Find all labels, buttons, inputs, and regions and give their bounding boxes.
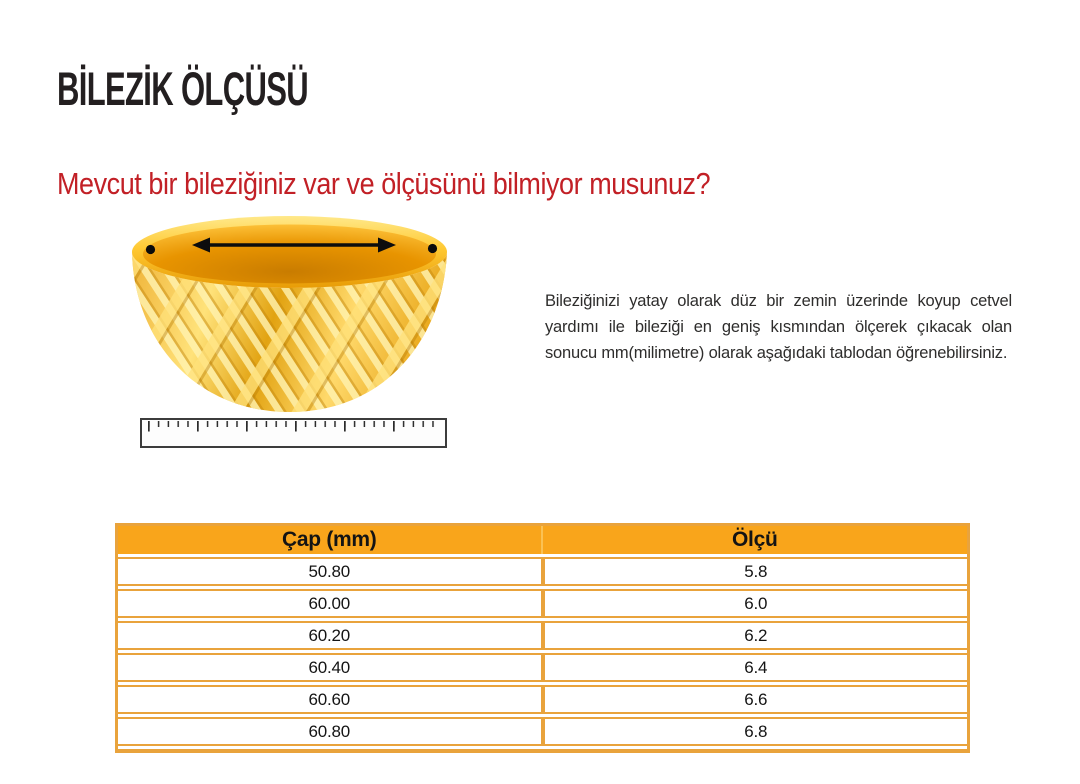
column-header-olcu: Ölçü: [543, 526, 968, 554]
cap-value: 50.80: [118, 557, 543, 586]
bangle-opening: [143, 225, 436, 284]
size-table-container: [115, 523, 970, 753]
olcu-value: 5.8: [543, 557, 968, 586]
table-row: [118, 557, 967, 586]
olcu-value: 6.4: [543, 653, 968, 682]
table-row: [118, 621, 967, 650]
olcu-value: 6.2: [543, 621, 968, 650]
page-title: BİLEZİK ÖLÇÜSÜ: [57, 62, 308, 116]
cap-value: 60.80: [118, 717, 543, 746]
column-header-cap: Çap (mm): [118, 526, 543, 554]
measure-dot-right: [428, 244, 437, 253]
table-header-row: [118, 526, 967, 554]
bracelet-illustration: [110, 190, 490, 470]
measurement-instructions: Bileziğinizi yatay olarak düz bir zemin üzerinde koyup cetvel yardımı ile bileziği en geniş kısmından ölçerek çıkacak olan sonucu mm(milimetre) olarak aşağıdaki tablodan öğrenebilirsiniz.: [545, 291, 1012, 362]
table-row: [118, 653, 967, 682]
cap-value: 60.40: [118, 653, 543, 682]
size-table: [118, 523, 967, 749]
gold-bangle-illustration: [110, 190, 490, 470]
cap-value: 60.00: [118, 589, 543, 618]
cap-value: 60.60: [118, 685, 543, 714]
question-subtitle: Mevcut bir bileziğiniz var ve ölçüsünü bilmiyor musunuz?: [57, 165, 711, 201]
olcu-value: 6.0: [543, 589, 968, 618]
table-row: [118, 717, 967, 746]
ruler-icon: [141, 419, 446, 447]
olcu-value: 6.6: [543, 685, 968, 714]
measure-dot-left: [146, 245, 155, 254]
table-row: [118, 685, 967, 714]
olcu-value: 6.8: [543, 717, 968, 746]
table-row: [118, 589, 967, 618]
cap-value: 60.20: [118, 621, 543, 650]
